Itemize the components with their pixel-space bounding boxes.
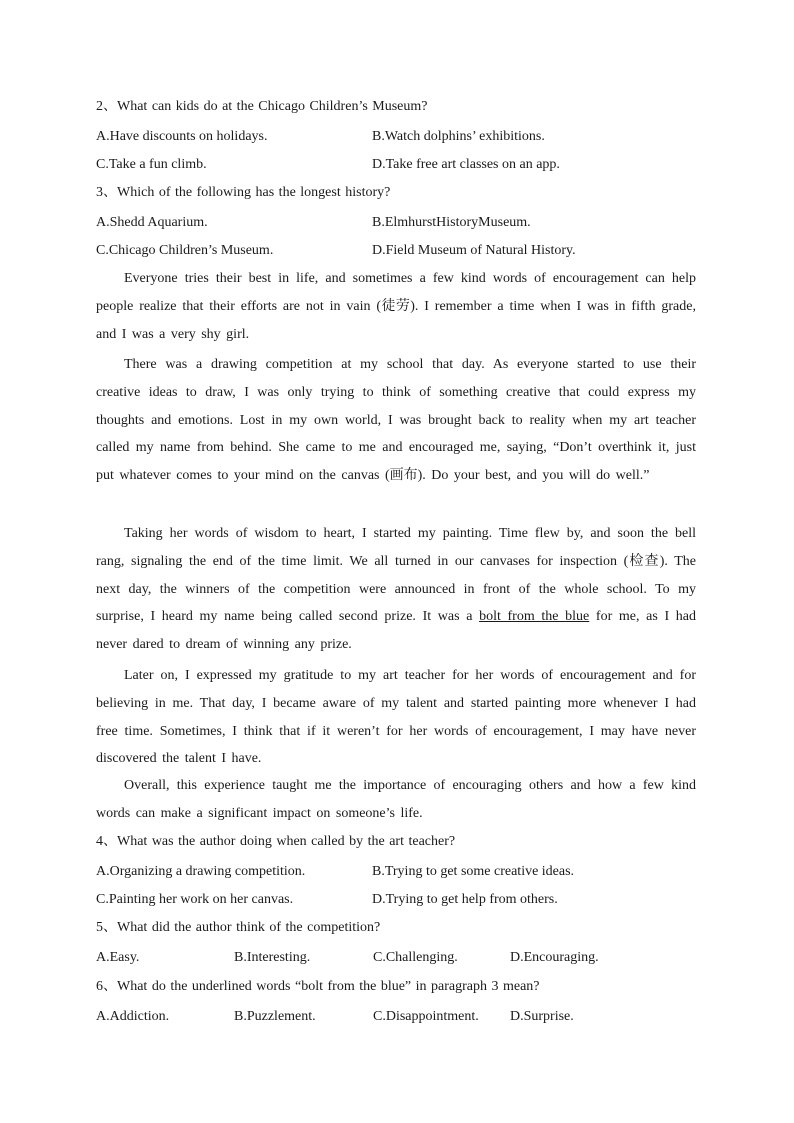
question-2: 2、What can kids do at the Chicago Children’s Museum? bbox=[96, 99, 428, 114]
passage-paragraph-5: Overall, this experience taught me the importance of encouraging others and how a few kind words can make a significant impact on someone’s life. bbox=[96, 778, 696, 821]
passage-paragraph-4: Later on, I expressed my gratitude to my art teacher for her words of encouragement and for believing in me. That day, I became aware of my talent and started painting more whenever I had free time. Sometimes, I think that if it weren’t for her words of encouragement, I may have never discovered the talent I have. bbox=[96, 668, 696, 767]
q4-option-a: A.Organizing a drawing competition. bbox=[96, 864, 306, 879]
q5-option-a: A.Easy. bbox=[96, 950, 140, 965]
question-3: 3、Which of the following has the longest history? bbox=[96, 185, 391, 200]
p3-text-after: for me, as I had never dared to dream of winning any prize. bbox=[96, 609, 696, 653]
q5-option-b: B.Interesting. bbox=[234, 950, 311, 965]
question-4: 4、What was the author doing when called by the art teacher? bbox=[96, 834, 456, 849]
q6-option-c: C.Disappointment. bbox=[373, 1009, 479, 1024]
q5-option-d: D.Encouraging. bbox=[510, 950, 599, 965]
q3-option-b: B.ElmhurstHistoryMuseum. bbox=[372, 215, 531, 230]
question-5: 5、What did the author think of the competition? bbox=[96, 920, 381, 935]
q2-option-d: D.Take free art classes on an app. bbox=[372, 157, 560, 172]
q6-option-b: B.Puzzlement. bbox=[234, 1009, 316, 1024]
question-6: 6、What do the underlined words “bolt from the blue” in paragraph 3 mean? bbox=[96, 979, 540, 994]
passage-paragraph-2: There was a drawing competition at my school that day. As everyone started to use their creative ideas to draw, I was only trying to think of something creative that could express my thoughts and emotions. Lost in my own world, I was brought back to reality when my art teacher called my name from behind. She came to me and encouraged me, saying, “Don’t overthink it, just put whatever comes to your mind on the canvas (画布). Do your best, and you will do well.” bbox=[96, 357, 696, 484]
q5-option-c: C.Challenging. bbox=[373, 950, 458, 965]
underlined-phrase: bolt from the blue bbox=[479, 609, 590, 625]
q6-option-d: D.Surprise. bbox=[510, 1009, 574, 1024]
passage-paragraph-3 bbox=[96, 520, 696, 659]
q2-option-b: B.Watch dolphins’ exhibitions. bbox=[372, 129, 545, 144]
q3-option-c: C.Chicago Children’s Museum. bbox=[96, 243, 274, 258]
passage-paragraph-1: Everyone tries their best in life, and sometimes a few kind words of encouragement can help people realize that their efforts are not in vain (徒劳). I remember a time when I was in fifth grade, and I was a very shy girl. bbox=[96, 271, 696, 342]
q2-option-c: C.Take a fun climb. bbox=[96, 157, 207, 172]
q3-option-a: A.Shedd Aquarium. bbox=[96, 215, 208, 230]
q4-option-c: C.Painting her work on her canvas. bbox=[96, 892, 294, 907]
p3-text-before: Taking her words of wisdom to heart, I started my painting. Time flew by, and soon the bell rang, signaling the end of the time limit. We all turned in our canvases for inspection (检查). The next day, the winners of the competition were announced in front of the whole school. To my surprise, I heard my name being called second prize. It was a bbox=[96, 526, 696, 625]
q4-option-b: B.Trying to get some creative ideas. bbox=[372, 864, 575, 879]
q3-option-d: D.Field Museum of Natural History. bbox=[372, 243, 576, 258]
q4-option-d: D.Trying to get help from others. bbox=[372, 892, 558, 907]
q2-option-a: A.Have discounts on holidays. bbox=[96, 129, 268, 144]
q6-option-a: A.Addiction. bbox=[96, 1009, 170, 1024]
